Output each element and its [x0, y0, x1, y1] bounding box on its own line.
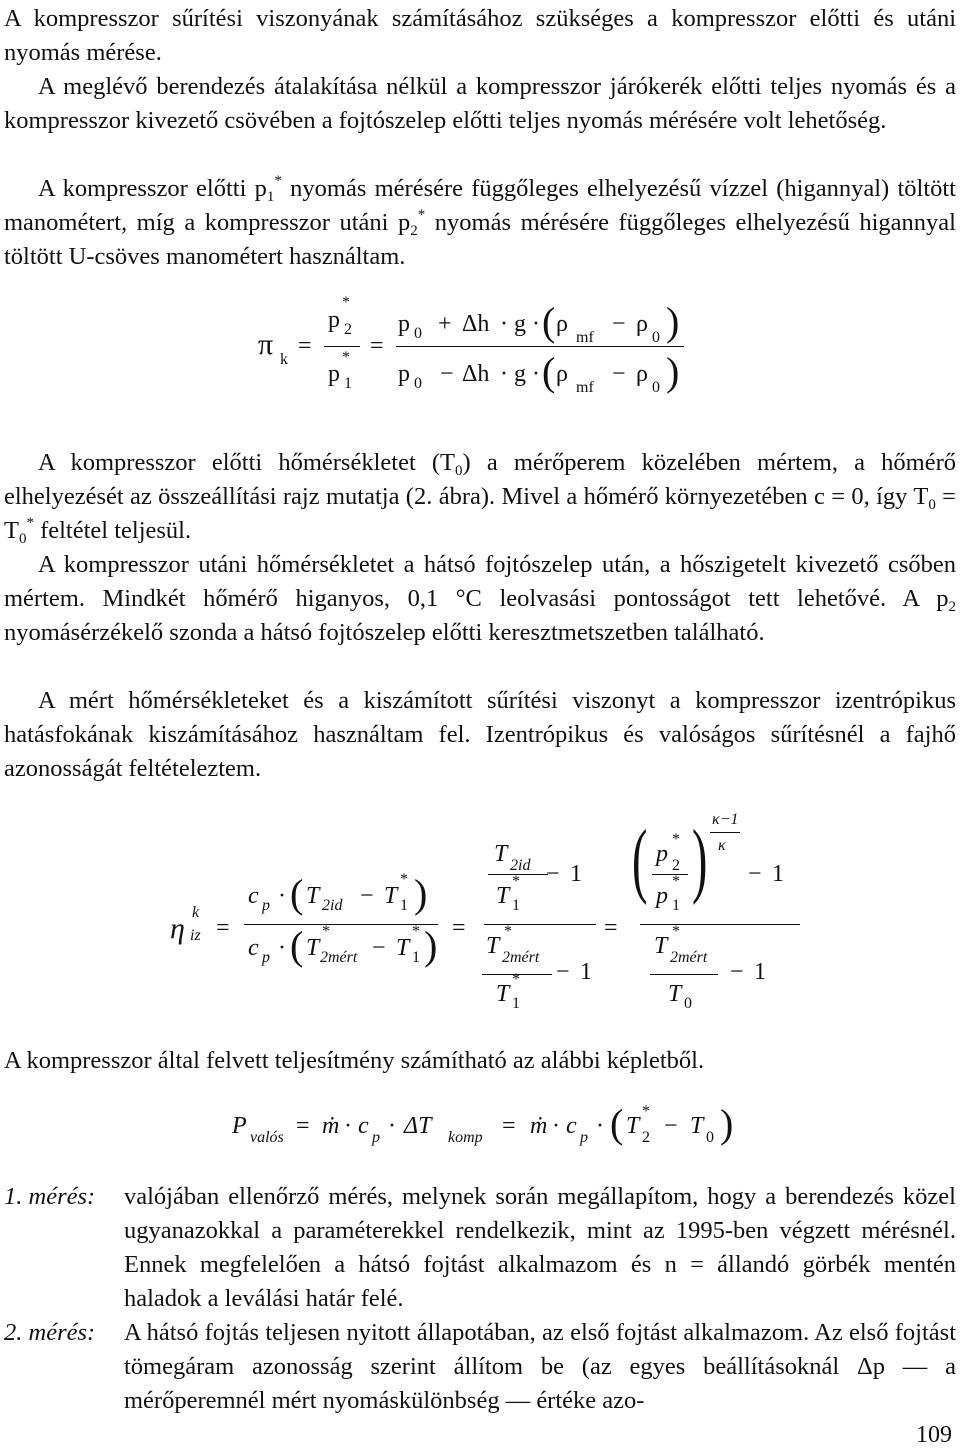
fraction-bar — [484, 924, 596, 925]
fraction-bar — [244, 924, 438, 925]
paragraph-5: A kompresszor utáni hőmérsékletet a hátsó fojtószelep után, a hőszigetelt kivezető csőben mértem. Mindkét hőmérő higanyos, 0,1 °C leolvasási pontosságot tett lehetővé. A $p_2$ nyomásérzékelő szonda a hátsó fojtószelep előtti keresztmetszetben található. — [4, 551, 956, 646]
pi-symbol: π — [258, 328, 274, 361]
list-item-label: 2. mérés: — [4, 1319, 96, 1346]
page-number: 109 — [916, 1422, 952, 1448]
fraction-bar — [324, 346, 360, 347]
paragraph-3: A kompresszor előtti $p_1^*$ nyomás mérésére függőleges elhelyezésű vízzel (higannyal) töltött manométert, míg a kompresszor utáni $p_2^*$ nyomás mérésére függőleges elhelyezésű higannyal töltött U-csöves manométert használtam. — [4, 173, 956, 270]
paragraph-6: A mért hőmérsékleteket és a kiszámított sűrítési viszonyt a kompresszor izentrópikus hatásfokának kiszámításához használtam fel. Izentrópikus és valóságos sűrítésnél a fajhő azonosságát feltételeztem. — [4, 687, 956, 782]
fraction-bar — [650, 974, 718, 975]
paragraph-7: A kompresszor által felvett teljesítmény számítható az alábbi képletből. — [4, 1047, 705, 1074]
list-item-text: A hátsó fojtás teljesen nyitott állapotában, az első fojtást alkalmazom. Az első fojtást tömegáram azonosság szerint állítom be (az egyes beállításoknál Δp — a mérőperemnél mért nyomáskülönbség — értéke azo- — [124, 1319, 956, 1414]
eta-symbol: η — [170, 912, 185, 945]
fraction-bar — [396, 346, 684, 347]
list-item-text: valójában ellenőrző mérés, melynek során megállapítom, hogy a berendezés közel ugyanazokkal a paraméterekkel rendelkezik, mint az 1995-ben végzett mérésnél. Ennek megfelelően a hátsó fojtást alkalmazom és n = állandó görbék mentén haladok a leválási határ felé. — [124, 1183, 956, 1312]
paragraph-2: A meglévő berendezés átalakítása nélkül a kompresszor járókerék előtti teljes nyomás és a kompresszor kivezető csövében a fojtószelep előtti teljes nyomás mérésére volt lehetőség. — [4, 73, 956, 134]
list-item-label: 1. mérés: — [4, 1183, 96, 1210]
fraction-bar — [710, 832, 740, 833]
paragraph-1: A kompresszor sűrítési viszonyának számításához szükséges a kompresszor előtti és utáni nyomás mérése. — [4, 5, 956, 66]
fraction-bar — [640, 924, 800, 925]
fraction-bar — [652, 874, 688, 875]
paragraph-4: A kompresszor előtti hőmérsékletet $(T_0)$ a mérőperem közelében mértem, a hőmérő elhelyezését az összeállítási rajz mutatja (2. ábra). Mivel a hőmérő környezetében c = 0, így $T_0 = T_0^*$ feltétel teljesül. — [4, 449, 957, 547]
document-page: A kompresszor sűrítési viszonyának számításához szükséges a kompresszor előtti és utáni nyomás mérése. A meglévő berendezés átalakítása nélkül a kompresszor járókerék előtti teljes nyomás és a kompresszor kivezető csövében a fojtószelep előtti teljes nyomás mérésére volt lehetőség. A kompresszor előtti $p_1^*$ nyomás mérésére függőleges elhelyezésű vízzel (higannyal) töltött manométert, míg a kompresszor utáni $p_2^*$ nyomás mérésére függőleges elhelyezésű higannyal töltött U-csöves manométert használtam. π k = p 2 * p 1 * = p 0 + Δh · g · ( ρ mf − ρ 0 ) p 0 − Δh · g · ( ρ mf − ρ 0 ) A kompresszor előtti hőmérsékletet $(T_0)$ a mérőperem közelében mértem, a hőmérő elhelyezését az összeállítási rajz mutatja (2. ábra). Mivel a hőmérő környezetében c = 0, így $T_0 = T_0^*$ feltétel teljesül. A kompresszor utáni hőmérsékletet a hátsó fojtószelep után, a hőszigetelt kivezető csőben mértem. Mindkét hőmérő higanyos, 0,1 °C leolvasási pontosságot tett lehetővé. A $p_2$ nyomásérzékelő szonda a hátsó fojtószelep előtti keresztmetszetben található. A mért hőmérsékleteket és a kiszámított sűrítési viszonyt a kompresszor izentrópikus hatásfokának kiszámításához használtam fel. Izentrópikus és valóságos sűrítésnél a fajhő azonosságát feltételeztem. η k iz = c p · ( T 2id − T 1 * ) c p · ( T * 2mért − T 1 * ) = T 2id T 1 * − 1 T * 2mért T 1 * − 1 = ( p 2 * p 1 * ) κ−1 κ − 1 T * 2mért T 0 − 1 A kompresszor által felvett teljesítmény számítható az alábbi képletből. P valós = ṁ · c p · ΔT komp = ṁ · c p · ( T 2 * − T 0 ) 1. mérés: valójában ellenőrző mérés, melynek során megállapítom, hogy a berendezés közel ugyanazokkal a paraméterekkel rendelkezik, mint az 1995-ben végzett mérésnél. Ennek megfelelően a hátsó fojtást alkalmazom és n = állandó görbék mentén haladok a leválási határ felé. 2. mérés: A hátsó fojtás teljesen nyitott állapotában, az első fojtást alkalmazom. Az első fojtást tömegáram azonosság szerint állítom be (az egyes beállításoknál Δp — a mérőperemnél mért nyomáskülönbség — értéke azo- 109 — [0, 0, 960, 1453]
